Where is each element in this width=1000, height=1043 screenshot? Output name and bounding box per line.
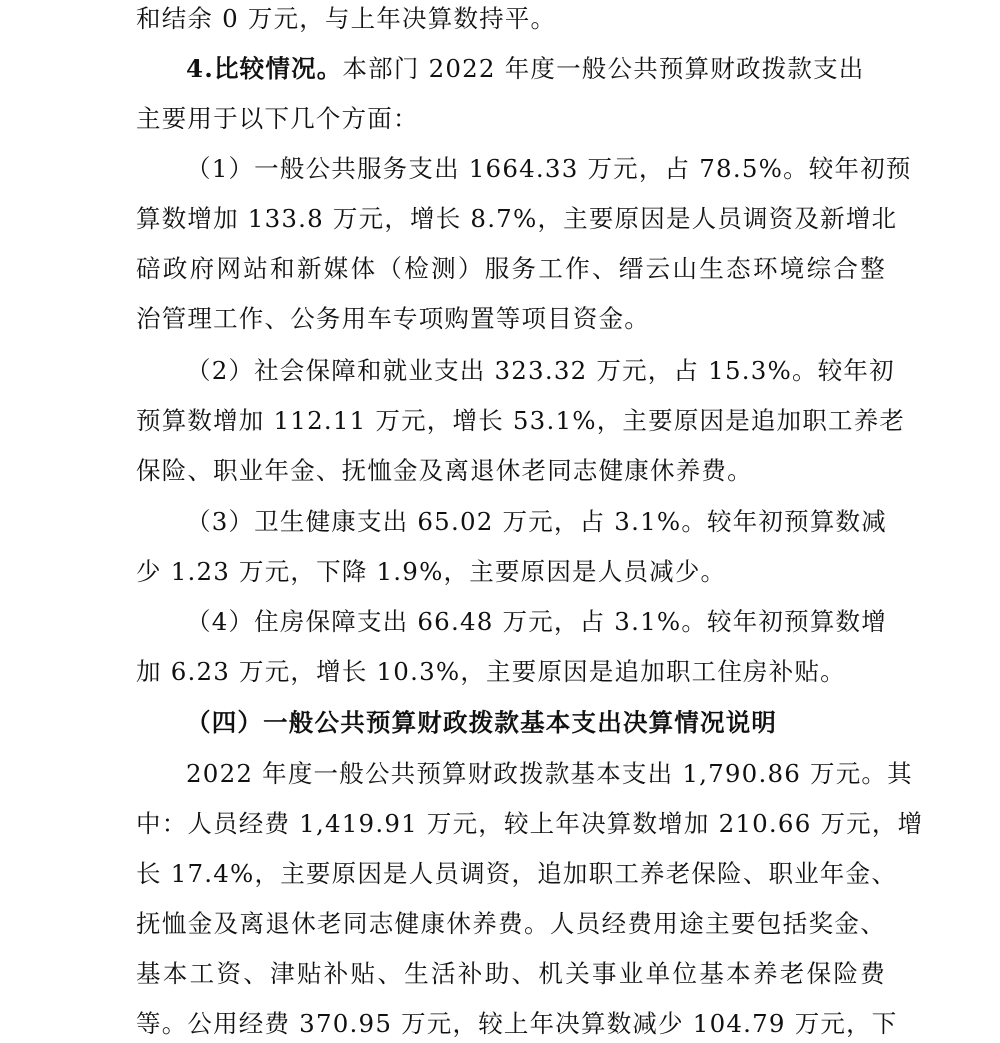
subsection-line bbox=[186, 52, 886, 86]
paragraph-line: 加 6.23 万元，增长 10.3%，主要原因是追加职工住房补贴。 bbox=[136, 657, 846, 686]
paragraph-line: 长 17.4%，主要原因是人员调资，追加职工养老保险、职业年金、 bbox=[136, 859, 898, 888]
paragraph-line: 算数增加 133.8 万元，增长 8.7%，主要原因是人员调资及新增北 bbox=[136, 204, 898, 233]
paragraph-line: 保险、职业年金、抚恤金及离退休老同志健康休养费。 bbox=[136, 456, 753, 485]
paragraph-line: 等。公用经费 370.95 万元，较上年决算数减少 104.79 万元，下 bbox=[136, 1009, 898, 1038]
paragraph-line: （1）一般公共服务支出 1664.33 万元，占 78.5%。较年初预 bbox=[186, 154, 912, 183]
paragraph-line: 碚政府网站和新媒体（检测）服务工作、缙云山生态环境综合整 bbox=[136, 254, 886, 283]
paragraph-line: 2022 年度一般公共预算财政拨款基本支出 1,790.86 万元。其 bbox=[186, 759, 913, 788]
paragraph-line: 主要用于以下几个方面： bbox=[136, 104, 419, 133]
paragraph-line: 和结余 0 万元，与上年决算数持平。 bbox=[136, 4, 557, 33]
paragraph-line: 抚恤金及离退休老同志健康休养费。人员经费用途主要包括奖金、 bbox=[136, 909, 886, 938]
subsection-text: 本部门 2022 年度一般公共预算财政拨款支出 bbox=[342, 54, 865, 83]
paragraph-line: （3）卫生健康支出 65.02 万元，占 3.1%。较年初预算数减 bbox=[186, 507, 887, 536]
paragraph-line: （2）社会保障和就业支出 323.32 万元，占 15.3%。较年初 bbox=[186, 356, 895, 385]
paragraph-line: 中：人员经费 1,419.91 万元，较上年决算数增加 210.66 万元，增 bbox=[136, 809, 924, 838]
paragraph-line: 治管理工作、公务用车专项购置等项目资金。 bbox=[136, 304, 650, 333]
paragraph-line: （4）住房保障支出 66.48 万元，占 3.1%。较年初预算数增 bbox=[186, 607, 887, 636]
paragraph-line: 预算数增加 112.11 万元，增长 53.1%，主要原因是追加职工养老 bbox=[136, 406, 906, 435]
subsection-title: 4.比较情况。 bbox=[186, 54, 343, 83]
paragraph-line: 基本工资、津贴补贴、生活补助、机关事业单位基本养老保险费 bbox=[136, 959, 886, 988]
section-heading: （四）一般公共预算财政拨款基本支出决算情况说明 bbox=[186, 708, 778, 737]
paragraph-line: 少 1.23 万元，下降 1.9%，主要原因是人员减少。 bbox=[136, 557, 727, 586]
